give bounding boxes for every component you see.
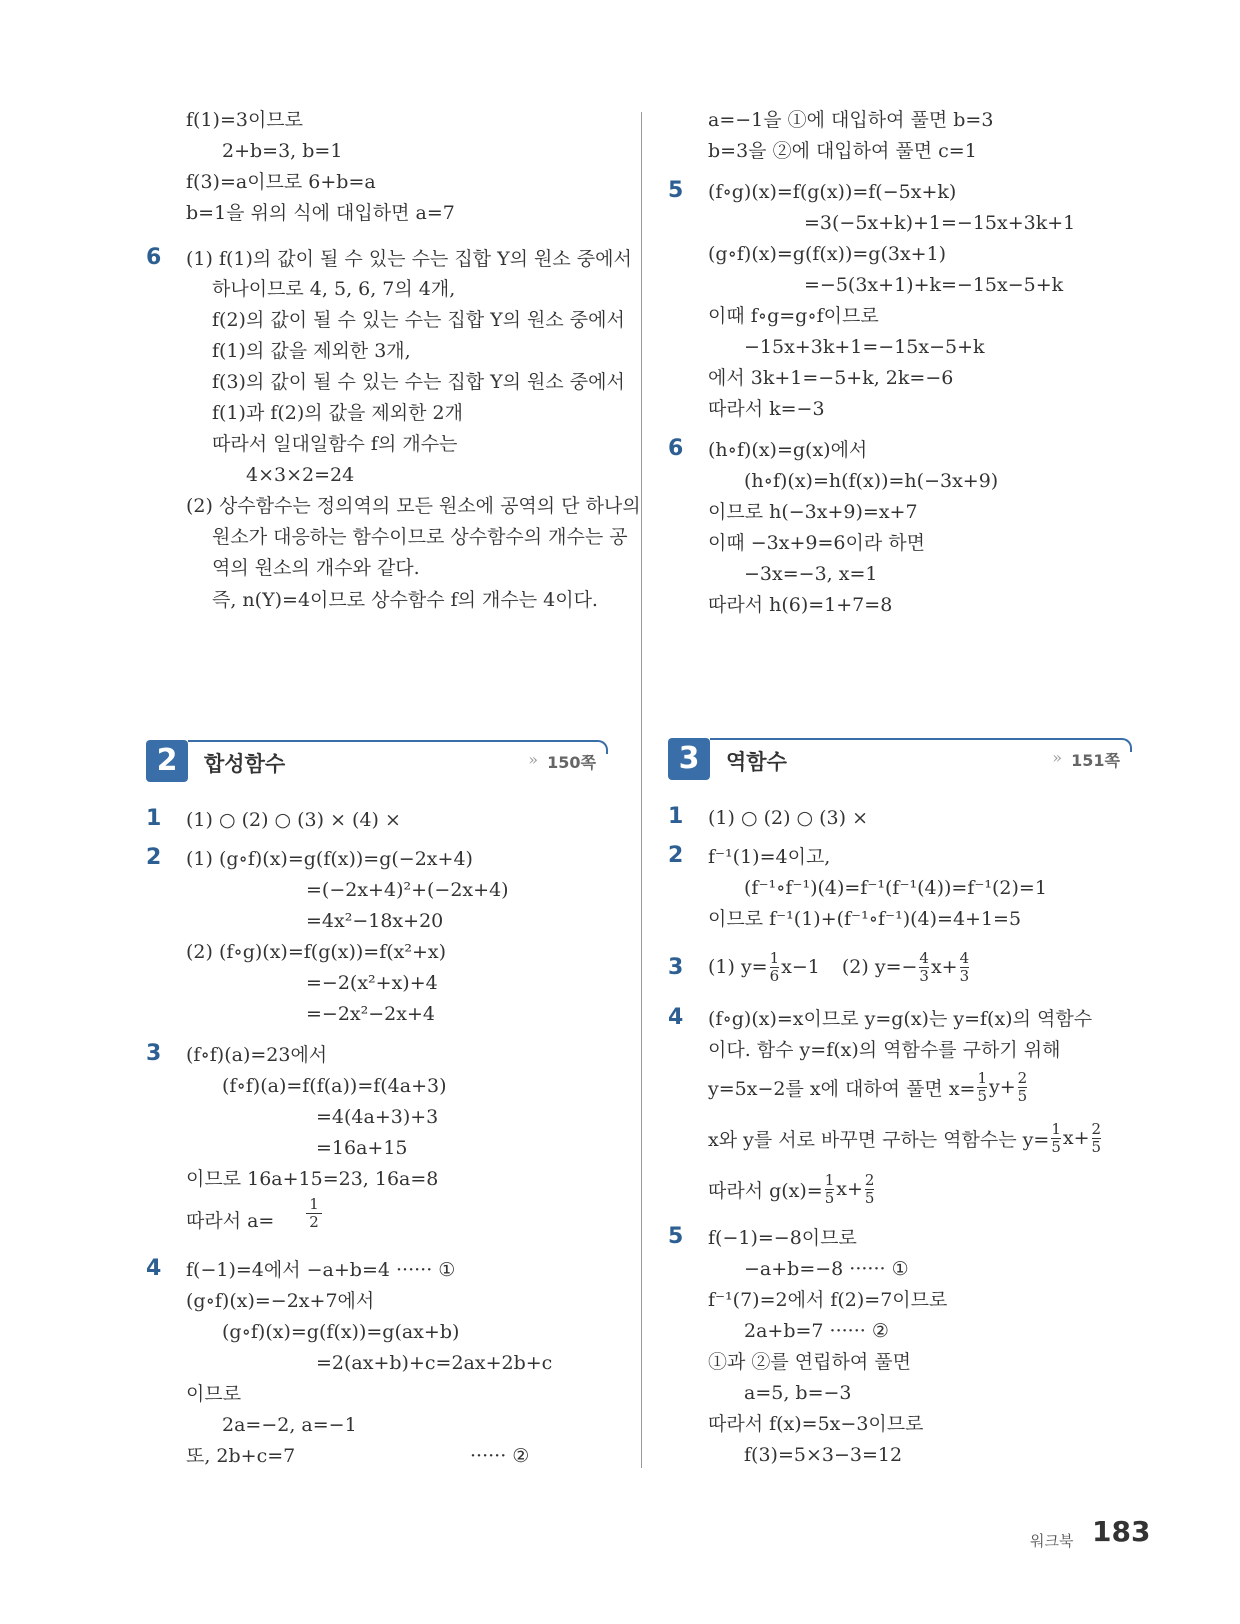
fraction — [770, 950, 780, 985]
text-line: 이다. 함수 y=f(x)의 역함수를 구하기 위해 — [708, 1039, 1061, 1061]
fraction-denominator: 5 — [864, 1188, 875, 1207]
text-line: =−2x²−2x+4 — [306, 1003, 435, 1025]
problem-number: 6 — [668, 436, 684, 461]
text-line: f(1)의 값을 제외한 3개, — [212, 340, 411, 362]
problem-number: 3 — [668, 955, 684, 980]
fraction-denominator: 2 — [306, 1213, 322, 1231]
fraction — [960, 950, 970, 985]
text-line: (1) ○ (2) ○ (3) × — [708, 807, 869, 829]
footer-label: 워크북 — [1030, 1532, 1074, 1550]
text-span: y=5x−2를 x에 대하여 풀면 x= — [708, 1077, 976, 1100]
text-line: 따라서 f(x)=5x−3이므로 — [708, 1413, 924, 1435]
text-line: 이때 −3x+9=6이라 하면 — [708, 532, 925, 554]
fraction-numerator: 4 — [919, 948, 929, 967]
text-line: =4(4a+3)+3 — [316, 1106, 439, 1128]
section-page-ref: 151쪽 — [1071, 751, 1120, 770]
problem-number: 5 — [668, 1224, 684, 1249]
fraction-denominator: 6 — [769, 966, 780, 985]
text-line: f(2)의 값이 될 수 있는 수는 집합 Y의 원소 중에서 — [212, 309, 625, 331]
section-header-inverse-function — [668, 738, 1132, 780]
text-line: (f∘f)(a)=23에서 — [186, 1044, 328, 1066]
fraction-numerator: 1 — [769, 948, 780, 967]
text-line: f⁻¹(1)=4이고, — [708, 846, 831, 868]
text-line: f(−1)=4에서 −a+b=4 ······ ① — [186, 1259, 456, 1281]
problem-number: 2 — [146, 845, 162, 870]
text-span: y+ — [989, 1076, 1016, 1098]
text-line: (2) 상수함수는 정의역의 모든 원소에 공역의 단 하나의 — [186, 495, 641, 517]
text-line: −a+b=−8 ······ ① — [744, 1258, 909, 1280]
fraction-numerator: 1 — [977, 1068, 987, 1087]
fraction-numerator: 2 — [864, 1170, 875, 1189]
text-line: =4x²−18x+20 — [306, 910, 444, 932]
text-span: x와 y를 서로 바꾸면 구하는 역함수는 y= — [708, 1128, 1050, 1151]
text-line: (1) (g∘f)(x)=g(f(x))=g(−2x+4) — [186, 848, 473, 870]
fraction-denominator: 5 — [1091, 1137, 1102, 1156]
fraction-denominator: 3 — [919, 966, 929, 985]
text-line: (h∘f)(x)=g(x)에서 — [708, 439, 868, 461]
text-span: x+ — [930, 956, 958, 978]
page-number: 183 — [1092, 1515, 1151, 1548]
fraction — [919, 950, 929, 985]
text-line: a=5, b=−3 — [744, 1382, 852, 1404]
text-line: 원소가 대응하는 함수이므로 상수함수의 개수는 공 — [212, 526, 628, 548]
fraction-numerator: 2 — [1017, 1068, 1028, 1087]
text-line: f⁻¹(7)=2에서 f(2)=7이므로 — [708, 1289, 948, 1311]
text-span: x+ — [836, 1178, 863, 1200]
text-line: 또, 2b+c=7 — [186, 1445, 296, 1467]
section-page-ref: 150쪽 — [547, 753, 596, 772]
text-line — [708, 1169, 876, 1209]
column-divider — [641, 112, 642, 1468]
text-line: 4×3×2=24 — [246, 464, 355, 486]
text-line — [708, 1067, 1029, 1107]
text-line: (g∘f)(x)=−2x+7에서 — [186, 1290, 375, 1312]
fraction-numerator: 1 — [1051, 1119, 1061, 1138]
text-line: f(−1)=−8이므로 — [708, 1227, 857, 1249]
text-line: 이때 f∘g=g∘f이므로 — [708, 305, 879, 327]
text-line: =2(ax+b)+c=2ax+2b+c — [316, 1352, 553, 1374]
text-line: b=1을 위의 식에 대입하면 a=7 — [186, 202, 455, 224]
text-line: −3x=−3, x=1 — [744, 563, 878, 585]
text-line: 이므로 h(−3x+9)=x+7 — [708, 501, 918, 523]
fraction — [1092, 1121, 1102, 1156]
problem-number: 2 — [668, 843, 684, 868]
text-span: 따라서 g(x)= — [708, 1179, 823, 1202]
text-line: =16a+15 — [316, 1137, 408, 1159]
fraction-denominator: 5 — [824, 1188, 835, 1207]
problem-number: 1 — [668, 804, 684, 829]
text-line: =3(−5x+k)+1=−15x+3k+1 — [804, 212, 1076, 234]
text-line: 역의 원소의 개수와 같다. — [212, 557, 420, 579]
text-line: f(3)의 값이 될 수 있는 수는 집합 Y의 원소 중에서 — [212, 371, 625, 393]
text-line: a=−1을 ①에 대입하여 풀면 b=3 — [708, 109, 994, 131]
text-line — [708, 1118, 1103, 1158]
problem-number: 5 — [668, 178, 684, 203]
text-span: x+ — [1062, 1127, 1090, 1149]
problem-number: 4 — [668, 1005, 684, 1030]
section-number: 2 — [146, 740, 188, 782]
fraction — [1051, 1121, 1061, 1156]
text-line: =(−2x+4)²+(−2x+4) — [306, 879, 509, 901]
text-line: 2a+b=7 ······ ② — [744, 1320, 889, 1342]
text-line: (f∘g)(x)=f(g(x))=f(−5x+k) — [708, 181, 957, 203]
text-line: (2) (f∘g)(x)=f(g(x))=f(x²+x) — [186, 941, 447, 963]
text-line: =−5(3x+1)+k=−15x−5+k — [804, 274, 1064, 296]
text-line: (g∘f)(x)=g(f(x))=g(3x+1) — [708, 243, 947, 265]
text-span: x−1 — [781, 956, 820, 978]
problem-number: 3 — [146, 1041, 162, 1066]
section-title: 역함수 — [726, 750, 787, 774]
text-line: 2+b=3, b=1 — [222, 140, 343, 162]
section-title: 합성함수 — [204, 752, 286, 776]
text-span: (1) y= — [708, 956, 768, 978]
fraction-denominator: 5 — [1051, 1137, 1061, 1156]
section-header-composite-function — [146, 740, 608, 782]
fraction-denominator: 3 — [959, 966, 970, 985]
text-line: −15x+3k+1=−15x−5+k — [744, 336, 985, 358]
text-line: (f∘g)(x)=x이므로 y=g(x)는 y=f(x)의 역함수 — [708, 1008, 1093, 1030]
fraction — [1018, 1070, 1028, 1105]
section-number: 3 — [668, 738, 710, 780]
fraction-numerator: 1 — [824, 1170, 835, 1189]
fraction-numerator: 4 — [959, 948, 970, 967]
text-line: (f∘f)(a)=f(f(a))=f(4a+3) — [222, 1075, 447, 1097]
fraction — [977, 1070, 987, 1105]
text-line: 하나이므로 4, 5, 6, 7의 4개, — [212, 278, 456, 300]
text-line: (h∘f)(x)=h(f(x))=h(−3x+9) — [744, 470, 999, 492]
fraction-numerator: 1 — [309, 1195, 319, 1213]
text-line: (f⁻¹∘f⁻¹)(4)=f⁻¹(f⁻¹(4))=f⁻¹(2)=1 — [744, 877, 1047, 899]
text-line: 이므로 f⁻¹(1)+(f⁻¹∘f⁻¹)(4)=4+1=5 — [708, 908, 1022, 930]
fraction — [825, 1172, 835, 1207]
text-line: ①과 ②를 연립하여 풀면 — [708, 1351, 911, 1373]
text-line: (1) f(1)의 값이 될 수 있는 수는 집합 Y의 원소 중에서 — [186, 248, 632, 270]
problem-number: 6 — [146, 245, 162, 270]
text-line: (g∘f)(x)=g(f(x))=g(ax+b) — [222, 1321, 460, 1343]
text-line: f(3)=a이므로 6+b=a — [186, 171, 376, 193]
chevron-right-icon: » — [1052, 748, 1062, 767]
text-line: 이므로 — [186, 1383, 242, 1405]
chevron-right-icon: » — [528, 750, 538, 769]
problem-number: 4 — [146, 1256, 162, 1281]
text-line: b=3을 ②에 대입하여 풀면 c=1 — [708, 140, 977, 162]
text-line: (1) ○ (2) ○ (3) × (4) × — [186, 809, 401, 831]
text-line: 2a=−2, a=−1 — [222, 1414, 357, 1436]
text-line: 에서 3k+1=−5+k, 2k=−6 — [708, 367, 954, 389]
text-line: =−2(x²+x)+4 — [306, 972, 438, 994]
text-line: f(1)과 f(2)의 값을 제외한 2개 — [212, 402, 463, 424]
fraction — [865, 1172, 875, 1207]
text-line: 이므로 16a+15=23, 16a=8 — [186, 1168, 439, 1190]
text-line: 따라서 h(6)=1+7=8 — [708, 594, 893, 616]
text-line — [708, 948, 971, 986]
fraction — [306, 1196, 322, 1231]
fraction-denominator: 5 — [1017, 1086, 1028, 1105]
text-line: ······ ② — [470, 1445, 530, 1467]
fraction-numerator: 2 — [1091, 1119, 1102, 1138]
text-line: 즉, n(Y)=4이므로 상수함수 f의 개수는 4이다. — [212, 589, 598, 611]
text-line: 따라서 k=−3 — [708, 398, 825, 420]
fraction-denominator: 5 — [977, 1086, 987, 1105]
text-line: 따라서 a= — [186, 1210, 275, 1232]
text-line: f(1)=3이므로 — [186, 109, 304, 131]
text-span: (2) y=− — [841, 956, 918, 978]
problem-number: 1 — [146, 806, 162, 831]
text-line: f(3)=5×3−3=12 — [744, 1444, 903, 1466]
text-line: 따라서 일대일함수 f의 개수는 — [212, 433, 458, 455]
